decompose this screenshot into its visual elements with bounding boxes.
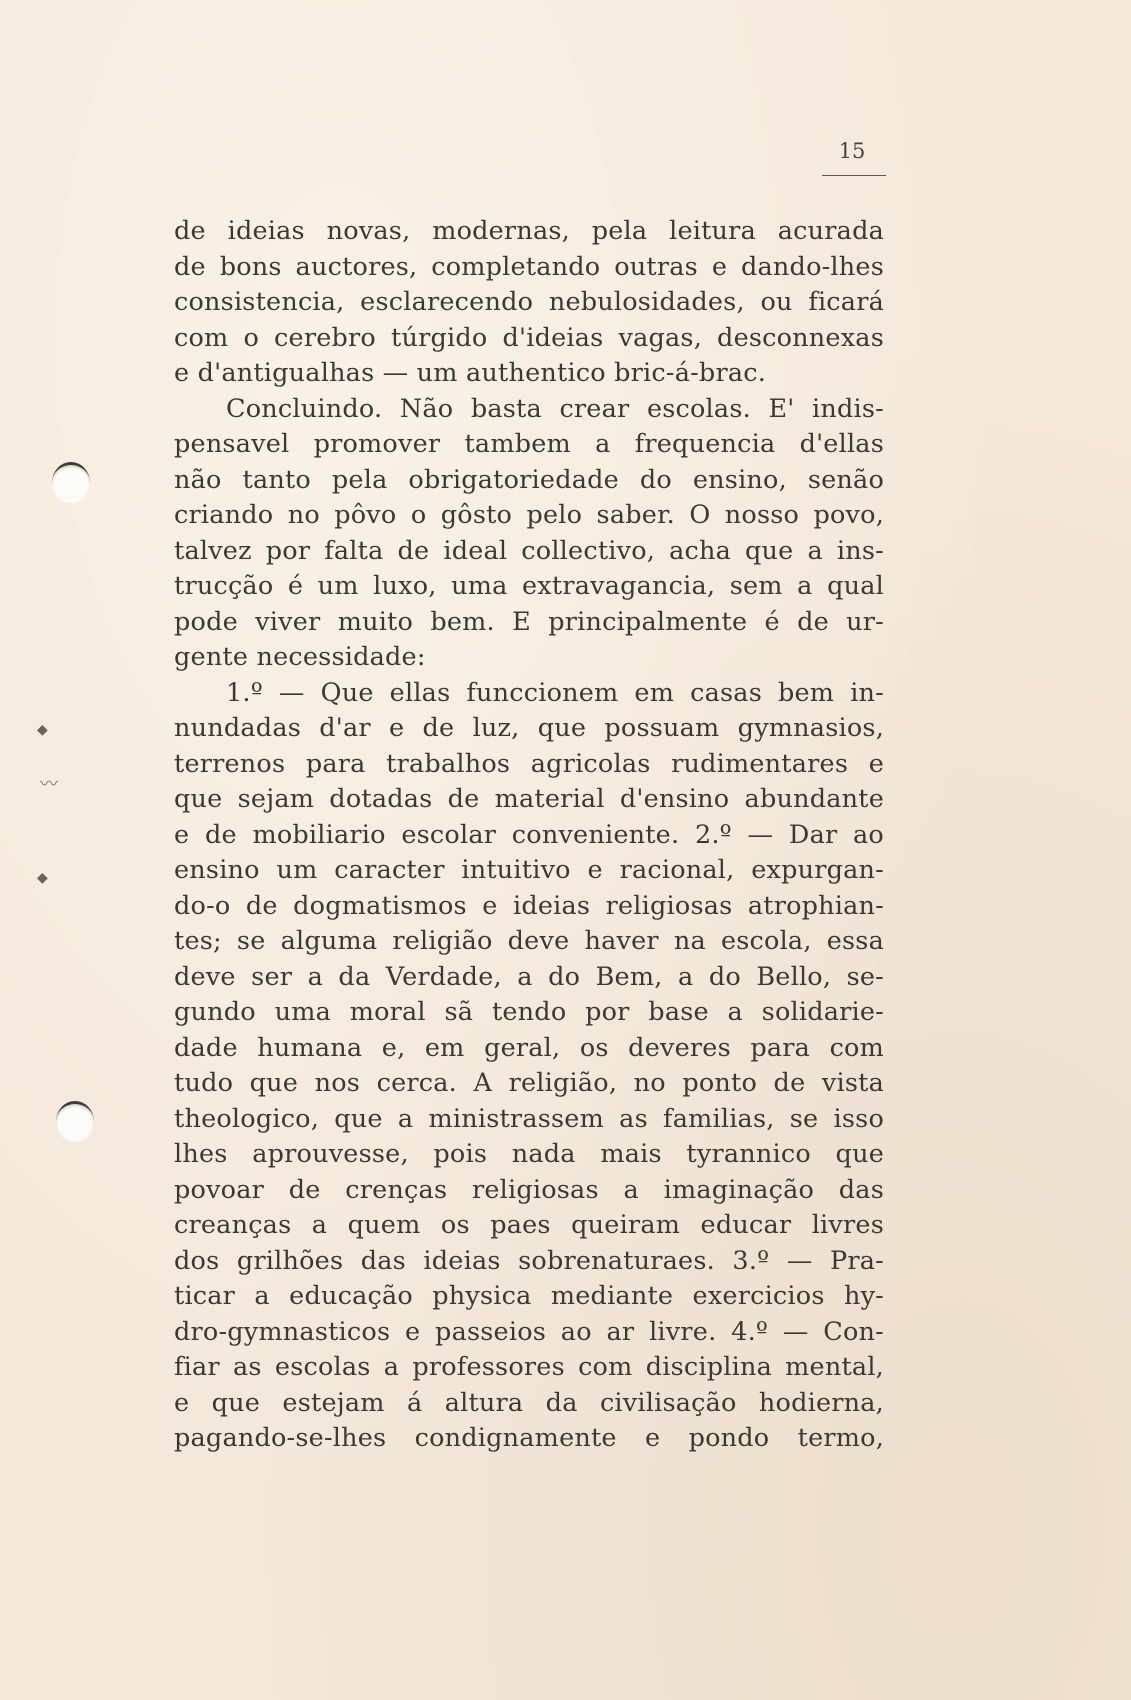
text-line: do-o de dogmatismos e ideias religiosas atrophian- bbox=[174, 890, 884, 921]
text-line: nundadas d'ar e de luz, que possuam gymnasios, bbox=[174, 713, 884, 743]
text-line: não tanto pela obrigatoriedade do ensino, senão bbox=[174, 464, 884, 495]
text-line: dade humana e, em geral, os deveres para com bbox=[174, 1032, 884, 1063]
page-number: 15 bbox=[838, 139, 866, 163]
text-line: ensino um caracter intuitivo e racional, expurgan- bbox=[174, 855, 884, 885]
header-rule bbox=[822, 175, 886, 176]
text-line: lhes aprouvesse, pois nada mais tyrannico que bbox=[174, 1139, 884, 1169]
text-line: de ideias novas, modernas, pela leitura acurada bbox=[174, 216, 884, 246]
text-line: pensavel promover tambem a frequencia d'ellas bbox=[174, 429, 884, 459]
text-line: que sejam dotadas de material d'ensino abundante bbox=[174, 784, 884, 814]
punch-hole-upper bbox=[52, 462, 90, 503]
text-line: povoar de crenças religiosas a imaginação das bbox=[174, 1174, 884, 1205]
text-line: deve ser a da Verdade, a do Bem, a do Bello, se- bbox=[174, 961, 884, 992]
text-line: trucção é um luxo, uma extravagancia, sem a qual bbox=[174, 571, 884, 601]
text-line: tudo que nos cerca. A religião, no ponto de vista bbox=[174, 1068, 884, 1098]
text-line: tes; se alguma religião deve haver na escola, essa bbox=[174, 926, 884, 956]
margin-mark-arrow: ◆ bbox=[37, 870, 48, 886]
text-line: e de mobiliario escolar conveniente. 2.º — Dar ao bbox=[174, 819, 884, 850]
text-line: de bons auctores, completando outras e dando-lhes bbox=[174, 251, 884, 282]
margin-mark-arrow: ◆ bbox=[37, 722, 48, 738]
text-line: ticar a educação physica mediante exercicios hy- bbox=[174, 1281, 884, 1311]
punch-hole-lower bbox=[56, 1101, 94, 1142]
text-line: theologico, que a ministrassem as familias, se isso bbox=[174, 1103, 884, 1134]
text-line: gundo uma moral sã tendo por base a solidarie- bbox=[174, 997, 884, 1027]
text-line: talvez por falta de ideal collectivo, acha que a ins- bbox=[174, 535, 884, 566]
text-line: pagando-se-lhes condignamente e pondo termo, bbox=[174, 1423, 884, 1453]
text-line: Concluindo. Não basta crear escolas. E' indis- bbox=[226, 393, 884, 424]
text-line: 1.º — Que ellas funccionem em casas bem in- bbox=[226, 677, 884, 708]
text-line: creanças a quem os paes queiram educar livres bbox=[174, 1210, 884, 1240]
text-line: pode viver muito bem. E principalmente é de ur- bbox=[174, 606, 884, 637]
text-line: consistencia, esclarecendo nebulosidades, ou ficará bbox=[174, 287, 884, 317]
text-line: dro-gymnasticos e passeios ao ar livre. 4.º — Con- bbox=[174, 1316, 884, 1347]
text-line: e que estejam á altura da civilisação hodierna, bbox=[174, 1387, 884, 1418]
margin-mark-squiggle: 〰 bbox=[40, 774, 58, 795]
body-text bbox=[174, 214, 884, 1457]
text-line: criando no pôvo o gôsto pelo saber. O nosso povo, bbox=[174, 500, 884, 530]
text-line: terrenos para trabalhos agricolas rudimentares e bbox=[174, 748, 884, 779]
text-line: e d'antigualhas — um authentico bric-á-brac. bbox=[174, 358, 767, 388]
text-line: gente necessidade: bbox=[174, 642, 426, 672]
text-line: dos grilhões das ideias sobrenaturaes. 3.º — Pra- bbox=[174, 1245, 884, 1276]
text-line: fiar as escolas a professores com disciplina mental, bbox=[174, 1352, 884, 1382]
text-line: com o cerebro túrgido d'ideias vagas, desconnexas bbox=[174, 322, 884, 353]
